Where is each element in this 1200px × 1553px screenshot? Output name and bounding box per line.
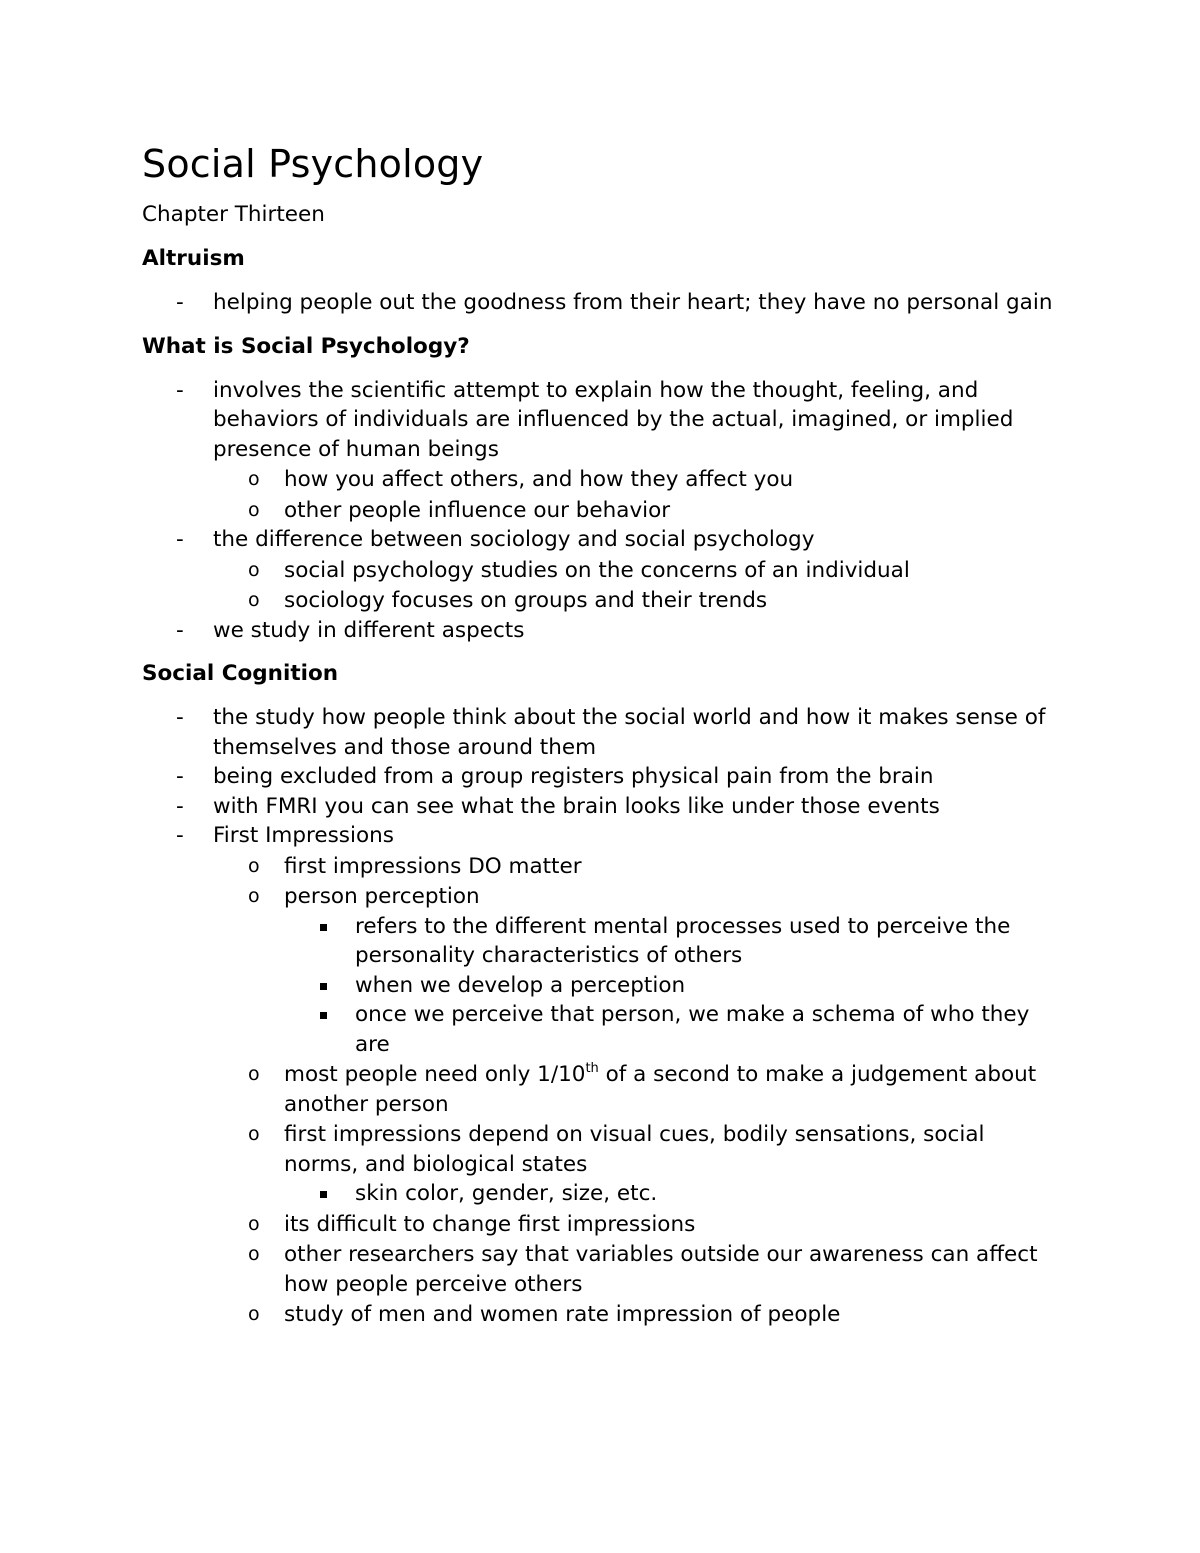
list-item-text: First Impressions [213, 823, 394, 848]
sub-item-text: first impressions depend on visual cues, bodily sensations, social norms, and biological states [284, 1122, 985, 1177]
sub-list-item [213, 882, 1062, 1059]
sub-list-item [213, 1240, 1062, 1299]
third-level-item [284, 1179, 1062, 1209]
sub-item-text: its difficult to change first impressions [284, 1211, 696, 1237]
first-impressions-sub-list [213, 852, 1062, 1330]
section-heading-altruism: Altruism [142, 246, 245, 271]
dash-bullet: - [176, 823, 184, 848]
document-page [142, 138, 1062, 1344]
dash-bullet: - [176, 290, 184, 315]
sub-list-item [213, 465, 1062, 495]
third-level-text: skin color, gender, size, etc. [355, 1181, 658, 1206]
altruism-list [142, 288, 1062, 318]
list-item [142, 525, 1062, 616]
list-item [142, 762, 1062, 792]
dash-bullet: - [176, 377, 184, 403]
square-bullet [320, 1191, 327, 1198]
sub-list [213, 465, 1062, 525]
list-item [142, 792, 1062, 822]
third-level-text: refers to the different mental processes used to perceive the personality characteristics of others [355, 913, 1011, 968]
list-item-text: helping people out the goodness from their heart; they have no personal gain [213, 290, 1053, 315]
third-level-item [284, 971, 1062, 1001]
sub-item-text: other people influence our behavior [284, 497, 671, 523]
circle-bullet: o [248, 558, 260, 581]
what-is-list [142, 376, 1062, 646]
list-item-text: being excluded from a group registers physical pain from the brain [213, 764, 934, 789]
person-perception-list [284, 912, 1062, 1060]
sub-item-text: social psychology studies on the concerns of an individual [284, 557, 910, 583]
sub-item-text [284, 1062, 1036, 1117]
text-part: of a second to make a judgement about another person [284, 1062, 1037, 1117]
dash-bullet: - [176, 705, 184, 730]
sub-item-text: first impressions DO matter [284, 853, 582, 879]
list-item [142, 703, 1062, 762]
sub-list-item [213, 1120, 1062, 1209]
list-item-text: involves the scientific attempt to explain how the thought, feeling, and behaviors of individuals are influenced by the actual, imagined, or implied presence of human beings [213, 377, 1014, 462]
sub-item-text: person perception [284, 884, 480, 909]
list-item-first-impressions [142, 821, 1062, 1330]
list-item [142, 376, 1062, 526]
sub-item-text: how you affect others, and how they affect you [284, 467, 794, 492]
text-part: most people need only 1/10 [284, 1062, 586, 1087]
sub-list-item [213, 556, 1062, 586]
sub-list-item [213, 1060, 1062, 1119]
sub-list-item [213, 852, 1062, 882]
sub-list-item [213, 496, 1062, 526]
section-heading-social-cognition: Social Cognition [142, 661, 339, 686]
section-heading-what-is-social-psychology: What is Social Psychology? [142, 333, 470, 359]
dash-bullet: - [176, 527, 184, 552]
square-bullet [320, 924, 327, 931]
dash-bullet: - [176, 764, 184, 789]
sub-list-item [213, 1300, 1062, 1330]
list-item-text: with FMRI you can see what the brain looks like under those events [213, 793, 940, 819]
list-item-text: we study in different aspects [213, 617, 525, 643]
dash-bullet: - [176, 793, 184, 819]
sub-item-text: other researchers say that variables outside our awareness can affect how people perceive others [284, 1242, 1038, 1297]
third-level-text: when we develop a perception [355, 972, 686, 998]
list-item [142, 288, 1062, 318]
document-title: Social Psychology [142, 142, 484, 186]
chapter-subtitle: Chapter Thirteen [142, 202, 325, 227]
circle-bullet: o [248, 885, 260, 907]
sub-item-text: study of men and women rate impression of people [284, 1302, 841, 1327]
superscript: th [585, 1061, 599, 1076]
circle-bullet: o [248, 1123, 260, 1145]
list-item-text: the difference between sociology and social psychology [213, 527, 815, 552]
sub-list-item [213, 586, 1062, 616]
sub-list [213, 556, 1062, 616]
third-level-item [284, 1000, 1062, 1059]
circle-bullet: o [248, 589, 260, 611]
social-cognition-list [142, 703, 1062, 1330]
sub-list-item [213, 1210, 1062, 1240]
circle-bullet: o [248, 1243, 260, 1265]
circle-bullet: o [248, 1063, 260, 1085]
list-item [142, 616, 1062, 646]
square-bullet [320, 1012, 327, 1019]
square-bullet [320, 983, 327, 990]
circle-bullet: o [248, 498, 260, 521]
third-level-text: once we perceive that person, we make a schema of who they are [355, 1002, 1030, 1057]
dash-bullet: - [176, 617, 184, 643]
circle-bullet: o [248, 854, 260, 877]
visual-cues-list [284, 1179, 1062, 1209]
circle-bullet: o [248, 1212, 260, 1235]
third-level-item [284, 912, 1062, 971]
circle-bullet: o [248, 468, 260, 490]
list-item-text: the study how people think about the social world and how it makes sense of themselves and those around them [213, 705, 1046, 760]
circle-bullet: o [248, 1303, 260, 1325]
sub-item-text: sociology focuses on groups and their trends [284, 588, 768, 613]
